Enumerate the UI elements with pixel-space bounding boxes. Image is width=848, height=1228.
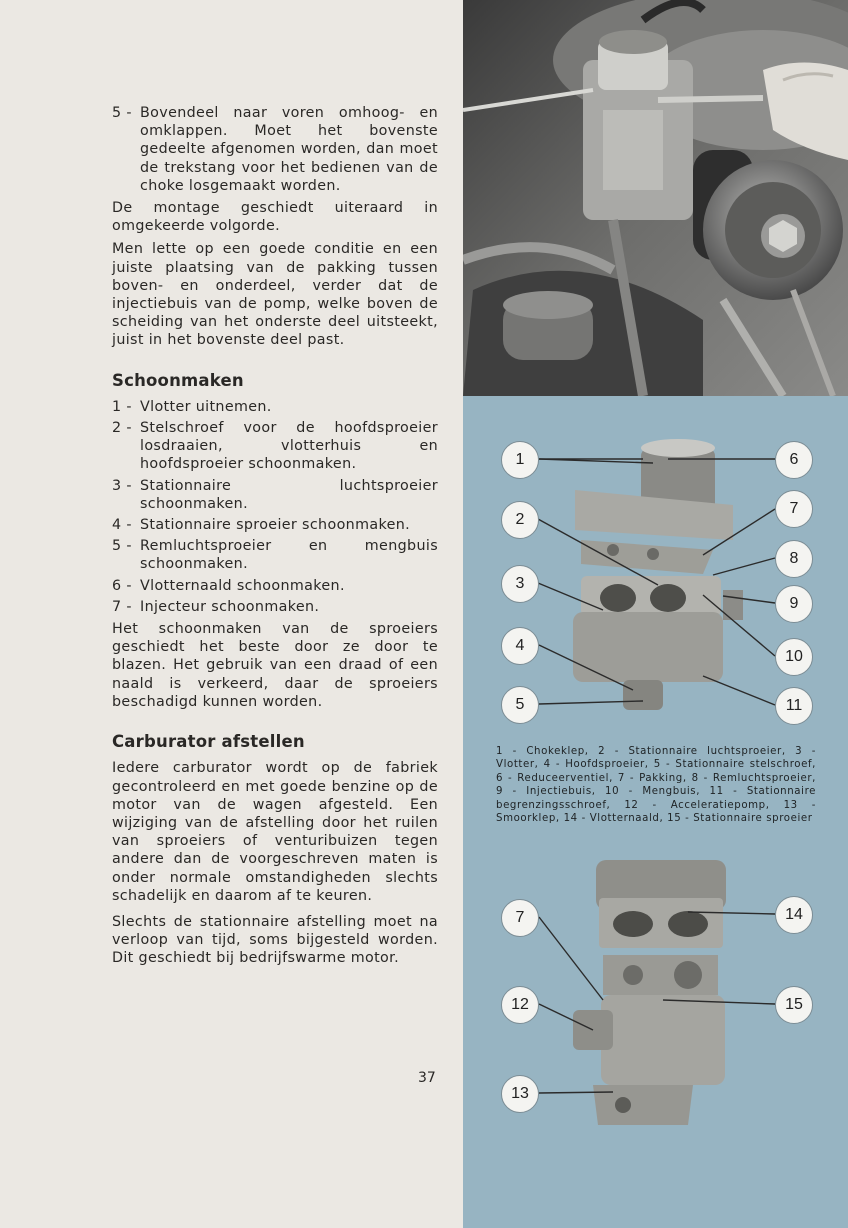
item-text: Vlotter uitnemen. — [140, 398, 272, 415]
heading-adjusting: Carburator afstellen — [112, 732, 305, 752]
paragraph-idle: Slechts de stationnaire afstelling moet na verloop van tijd, soms bijgesteld worden. Dit geschiedt bij bedrijfswarme motor. — [112, 913, 438, 967]
callout-7-bottom: 7 — [501, 899, 539, 937]
paragraph-factory: Iedere carburator wordt op de fabriek gecontroleerd en met goede benzine op de motor van de wagen afgesteld. Een wijziging van de afstelling door het ruilen van sproeiers of venturibuizen tegen andere dan de voorgeschreven maten is onder normale omstandigheden slechts schadelijk en daarom af te keuren. — [112, 760, 438, 904]
list-item — [112, 398, 438, 416]
page-number: 37 — [418, 1070, 436, 1086]
callout-15: 15 — [775, 986, 813, 1024]
item-number: 7 - — [112, 598, 132, 615]
cleaning-list — [112, 398, 438, 616]
callout-9: 9 — [775, 585, 813, 623]
item-number: 3 - — [112, 477, 132, 494]
callout-11: 11 — [775, 687, 813, 725]
callout-7: 7 — [775, 490, 813, 528]
item-number: 1 - — [112, 398, 132, 415]
list-item — [112, 598, 438, 616]
list-item — [112, 577, 438, 595]
paragraph-blowing: Het schoonmaken van de sproeiers geschiedt het beste door ze door te blazen. Het gebruik van een draad of een naald is verkeerd, daar de sproeiers beschadigd kunnen worden. — [112, 621, 438, 710]
callout-4: 4 — [501, 627, 539, 665]
item-number: 6 - — [112, 577, 132, 594]
list-item — [112, 516, 438, 534]
callout-3: 3 — [501, 565, 539, 603]
list-item — [112, 537, 438, 573]
item-text: Stationnaire luchtsproeier schoonmaken. — [140, 477, 438, 512]
item-number: 2 - — [112, 420, 132, 437]
item-text: Stationnaire sproeier schoonmaken. — [140, 517, 411, 534]
callout-13: 13 — [501, 1075, 539, 1113]
item-text: Stelschroef voor de hoofdsproeier losdraaien, vlotterhuis en hoofdsproeier schoonmaken. — [140, 420, 438, 473]
item-number: 4 - — [112, 517, 132, 534]
item-text: Vlotternaald schoonmaken. — [140, 577, 345, 594]
step-text: Bovendeel naar voren omhoog- en omklappen. Moet het bovenste gedeelte afgenomen worden, dan moet de trekstang voor het bedienen van de choke losgemaakt worden. — [140, 105, 438, 194]
list-item — [112, 477, 438, 513]
callout-8: 8 — [775, 540, 813, 578]
callout-2: 2 — [501, 501, 539, 539]
step-5 — [112, 104, 438, 195]
callout-14: 14 — [775, 896, 813, 934]
paragraph-assembly: De montage geschiedt uiteraard in omgekeerde volgorde. — [112, 200, 438, 235]
callout-1: 1 — [501, 441, 539, 479]
figure-caption: 1 - Chokeklep, 2 - Stationnaire luchtsproeier, 3 - Vlotter, 4 - Hoofdsproeier, 5 - Stationnaire stelschroef, 6 - Reduceerventiel, 7 - Pakking, 8 - Remluchtsproeier, 9 - Injectiebuis, 10 - Mengbuis, 11 - Stationnaire begrenzingsschroef, 12 - Acceleratiepomp, 13 - Smoorklep, 14 - Vlotternaald, 15 - Stationnaire sproeier — [496, 746, 816, 825]
callout-10: 10 — [775, 638, 813, 676]
paragraph-gasket: Men lette op een goede conditie en een juiste plaatsing van de pakking tussen boven- en onderdeel, verder dat de injectiebuis van de pomp, welke boven de scheiding van het onderste deel uitsteekt, juist in het bovenste deel past. — [112, 241, 438, 349]
item-text: Remluchtsproeier en mengbuis schoonmaken. — [140, 538, 438, 573]
item-text: Injecteur schoonmaken. — [140, 598, 320, 615]
carburetor-body-bottom — [573, 860, 726, 1125]
callout-5: 5 — [501, 686, 539, 724]
item-number: 5 - — [112, 538, 132, 555]
callout-6: 6 — [775, 441, 813, 479]
heading-cleaning: Schoonmaken — [112, 370, 244, 390]
step-number: 5 - — [112, 105, 132, 121]
list-item — [112, 419, 438, 474]
carburetor-body-top — [573, 439, 743, 710]
text-column — [112, 104, 438, 973]
callout-12: 12 — [501, 986, 539, 1024]
illustration-column — [463, 0, 848, 1228]
